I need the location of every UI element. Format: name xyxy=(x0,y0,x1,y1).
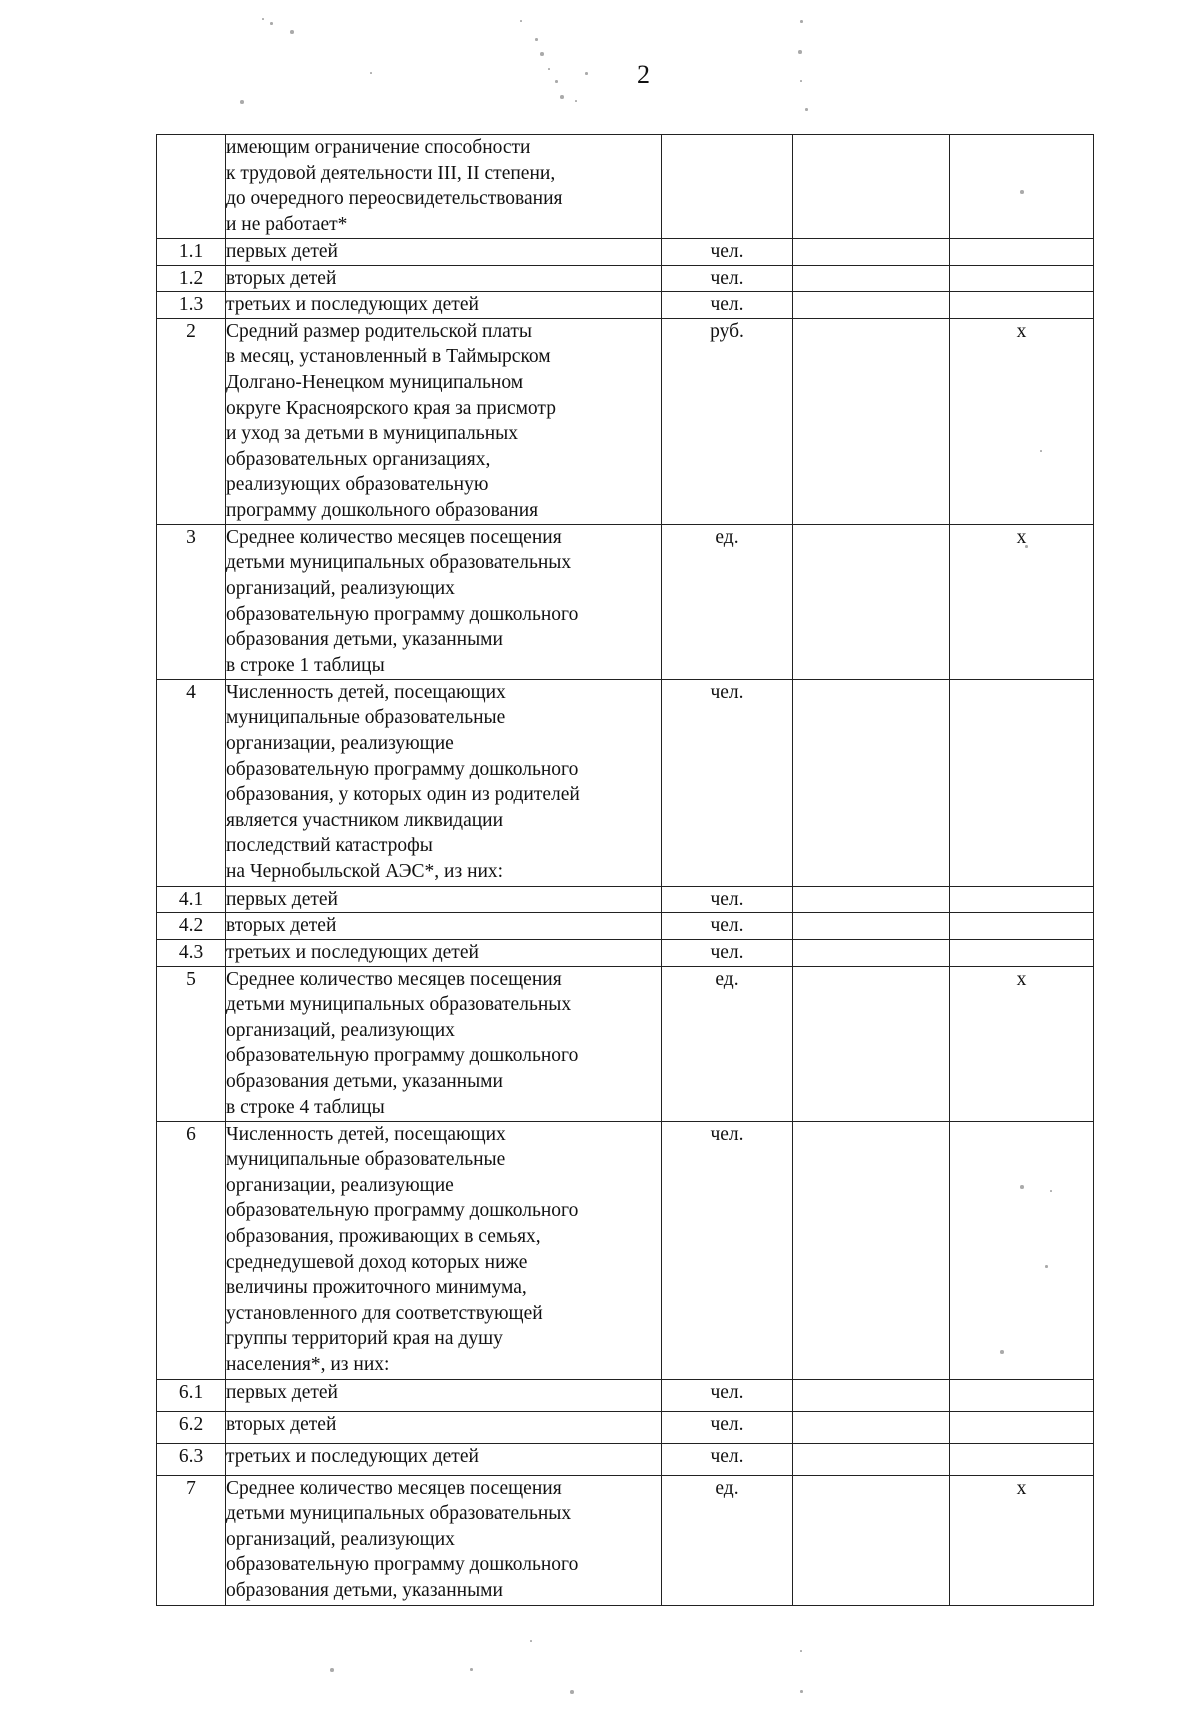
table-row xyxy=(157,135,1094,239)
scan-speck xyxy=(805,108,808,111)
row-value-2 xyxy=(950,1411,1094,1443)
row-value-1 xyxy=(793,135,950,239)
table-row xyxy=(157,524,1094,679)
row-unit: чел. xyxy=(662,679,793,886)
row-description: вторых детей xyxy=(226,265,662,292)
scan-speck xyxy=(800,20,803,23)
row-unit: чел. xyxy=(662,239,793,266)
scan-speck xyxy=(800,1690,803,1693)
table-row xyxy=(157,292,1094,319)
table-row xyxy=(157,1121,1094,1379)
row-number: 4.1 xyxy=(157,886,226,913)
scan-speck xyxy=(800,80,802,82)
row-value-1 xyxy=(793,886,950,913)
row-value-1 xyxy=(793,1411,950,1443)
table-row xyxy=(157,265,1094,292)
scan-speck xyxy=(548,68,550,70)
row-description: имеющим ограничение способности к трудовой деятельности III, II степени, до очередного переосвидетельствования и не работает* xyxy=(226,135,662,239)
row-value-2: x xyxy=(950,1475,1094,1605)
row-value-1 xyxy=(793,1475,950,1605)
row-unit: ед. xyxy=(662,966,793,1121)
row-number: 3 xyxy=(157,524,226,679)
row-description: вторых детей xyxy=(226,1411,662,1443)
row-unit: чел. xyxy=(662,913,793,940)
table-row xyxy=(157,886,1094,913)
row-value-2: x xyxy=(950,524,1094,679)
table-row xyxy=(157,1411,1094,1443)
row-number xyxy=(157,135,226,239)
row-number: 2 xyxy=(157,318,226,524)
table-row xyxy=(157,939,1094,966)
row-value-2 xyxy=(950,1379,1094,1411)
row-unit: чел. xyxy=(662,1379,793,1411)
row-number: 1.1 xyxy=(157,239,226,266)
row-value-2 xyxy=(950,265,1094,292)
scan-speck xyxy=(585,72,588,75)
row-description: Численность детей, посещающих муниципальные образовательные организации, реализующие образовательную программу дошкольного образования, проживающих в семьях, среднедушевой доход которых ниже величины прожиточного минимума, установленного для соответствующей группы территорий края на душу населения*, из них: xyxy=(226,1121,662,1379)
scan-speck xyxy=(535,38,538,41)
row-value-2 xyxy=(950,135,1094,239)
scan-speck xyxy=(530,1640,532,1642)
scan-speck xyxy=(240,100,244,104)
scan-speck xyxy=(560,95,564,99)
row-description: Среднее количество месяцев посещения детьми муниципальных образовательных организаций, реализующих образовательную программу дошкольного образования детьми, указанными в строке 4 таблицы xyxy=(226,966,662,1121)
table-row xyxy=(157,318,1094,524)
scan-speck xyxy=(575,100,577,102)
scan-speck xyxy=(470,1668,473,1671)
scan-speck xyxy=(270,22,273,25)
row-unit: ед. xyxy=(662,524,793,679)
row-value-1 xyxy=(793,318,950,524)
table-row xyxy=(157,679,1094,886)
row-description: вторых детей xyxy=(226,913,662,940)
row-description: первых детей xyxy=(226,886,662,913)
row-unit: ед. xyxy=(662,1475,793,1605)
scan-speck xyxy=(290,30,294,34)
row-value-1 xyxy=(793,913,950,940)
scan-speck xyxy=(555,80,558,83)
row-value-2 xyxy=(950,886,1094,913)
row-value-1 xyxy=(793,239,950,266)
row-value-1 xyxy=(793,292,950,319)
row-description: Численность детей, посещающих муниципальные образовательные организации, реализующие образовательную программу дошкольного образования, у которых один из родителей является участником ликвидации последствий катастрофы на Чернобыльской АЭС*, из них: xyxy=(226,679,662,886)
row-number: 7 xyxy=(157,1475,226,1605)
scan-speck xyxy=(370,72,372,74)
row-number: 1.2 xyxy=(157,265,226,292)
row-unit: чел. xyxy=(662,292,793,319)
row-value-1 xyxy=(793,679,950,886)
row-value-2 xyxy=(950,679,1094,886)
row-description: Среднее количество месяцев посещения детьми муниципальных образовательных организаций, реализующих образовательную программу дошкольного образования детьми, указанными xyxy=(226,1475,662,1605)
scan-speck xyxy=(800,1650,802,1652)
table-row xyxy=(157,1443,1094,1475)
row-value-2 xyxy=(950,1121,1094,1379)
scan-speck xyxy=(540,52,544,56)
row-number: 6.2 xyxy=(157,1411,226,1443)
table-row xyxy=(157,966,1094,1121)
scan-speck xyxy=(570,1690,574,1694)
row-value-2 xyxy=(950,292,1094,319)
row-unit: чел. xyxy=(662,939,793,966)
row-unit xyxy=(662,135,793,239)
row-unit: чел. xyxy=(662,265,793,292)
row-value-1 xyxy=(793,966,950,1121)
table-row xyxy=(157,913,1094,940)
row-value-1 xyxy=(793,524,950,679)
row-unit: руб. xyxy=(662,318,793,524)
row-value-2 xyxy=(950,1443,1094,1475)
row-value-2 xyxy=(950,913,1094,940)
table-row xyxy=(157,1475,1094,1605)
row-value-2: x xyxy=(950,318,1094,524)
row-description: Среднее количество месяцев посещения детьми муниципальных образовательных организаций, реализующих образовательную программу дошкольного образования детьми, указанными в строке 1 таблицы xyxy=(226,524,662,679)
row-value-1 xyxy=(793,939,950,966)
row-description: третьих и последующих детей xyxy=(226,1443,662,1475)
row-number: 4.3 xyxy=(157,939,226,966)
row-unit: чел. xyxy=(662,886,793,913)
row-number: 6 xyxy=(157,1121,226,1379)
row-number: 1.3 xyxy=(157,292,226,319)
row-description: третьих и последующих детей xyxy=(226,939,662,966)
row-value-2: x xyxy=(950,966,1094,1121)
row-unit: чел. xyxy=(662,1411,793,1443)
row-value-1 xyxy=(793,1443,950,1475)
scan-speck xyxy=(330,1668,334,1672)
row-description: Средний размер родительской платы в месяц, установленный в Таймырском Долгано-Ненецком муниципальном округе Красноярского края за присмотр и уход за детьми в муниципальных образовательных организациях, реализующих образовательную программу дошкольного образования xyxy=(226,318,662,524)
page-number: 2 xyxy=(637,60,650,89)
row-unit: чел. xyxy=(662,1121,793,1379)
row-number: 4.2 xyxy=(157,913,226,940)
row-unit: чел. xyxy=(662,1443,793,1475)
row-value-2 xyxy=(950,939,1094,966)
row-value-1 xyxy=(793,1379,950,1411)
row-value-2 xyxy=(950,239,1094,266)
data-table xyxy=(156,134,1094,1606)
row-number: 4 xyxy=(157,679,226,886)
scan-speck xyxy=(520,20,522,22)
row-value-1 xyxy=(793,1121,950,1379)
row-value-1 xyxy=(793,265,950,292)
row-description: первых детей xyxy=(226,239,662,266)
row-number: 6.1 xyxy=(157,1379,226,1411)
table-row xyxy=(157,1379,1094,1411)
row-description: первых детей xyxy=(226,1379,662,1411)
row-number: 6.3 xyxy=(157,1443,226,1475)
scan-speck xyxy=(798,50,802,54)
row-number: 5 xyxy=(157,966,226,1121)
table-row xyxy=(157,239,1094,266)
scan-speck xyxy=(262,18,264,20)
row-description: третьих и последующих детей xyxy=(226,292,662,319)
